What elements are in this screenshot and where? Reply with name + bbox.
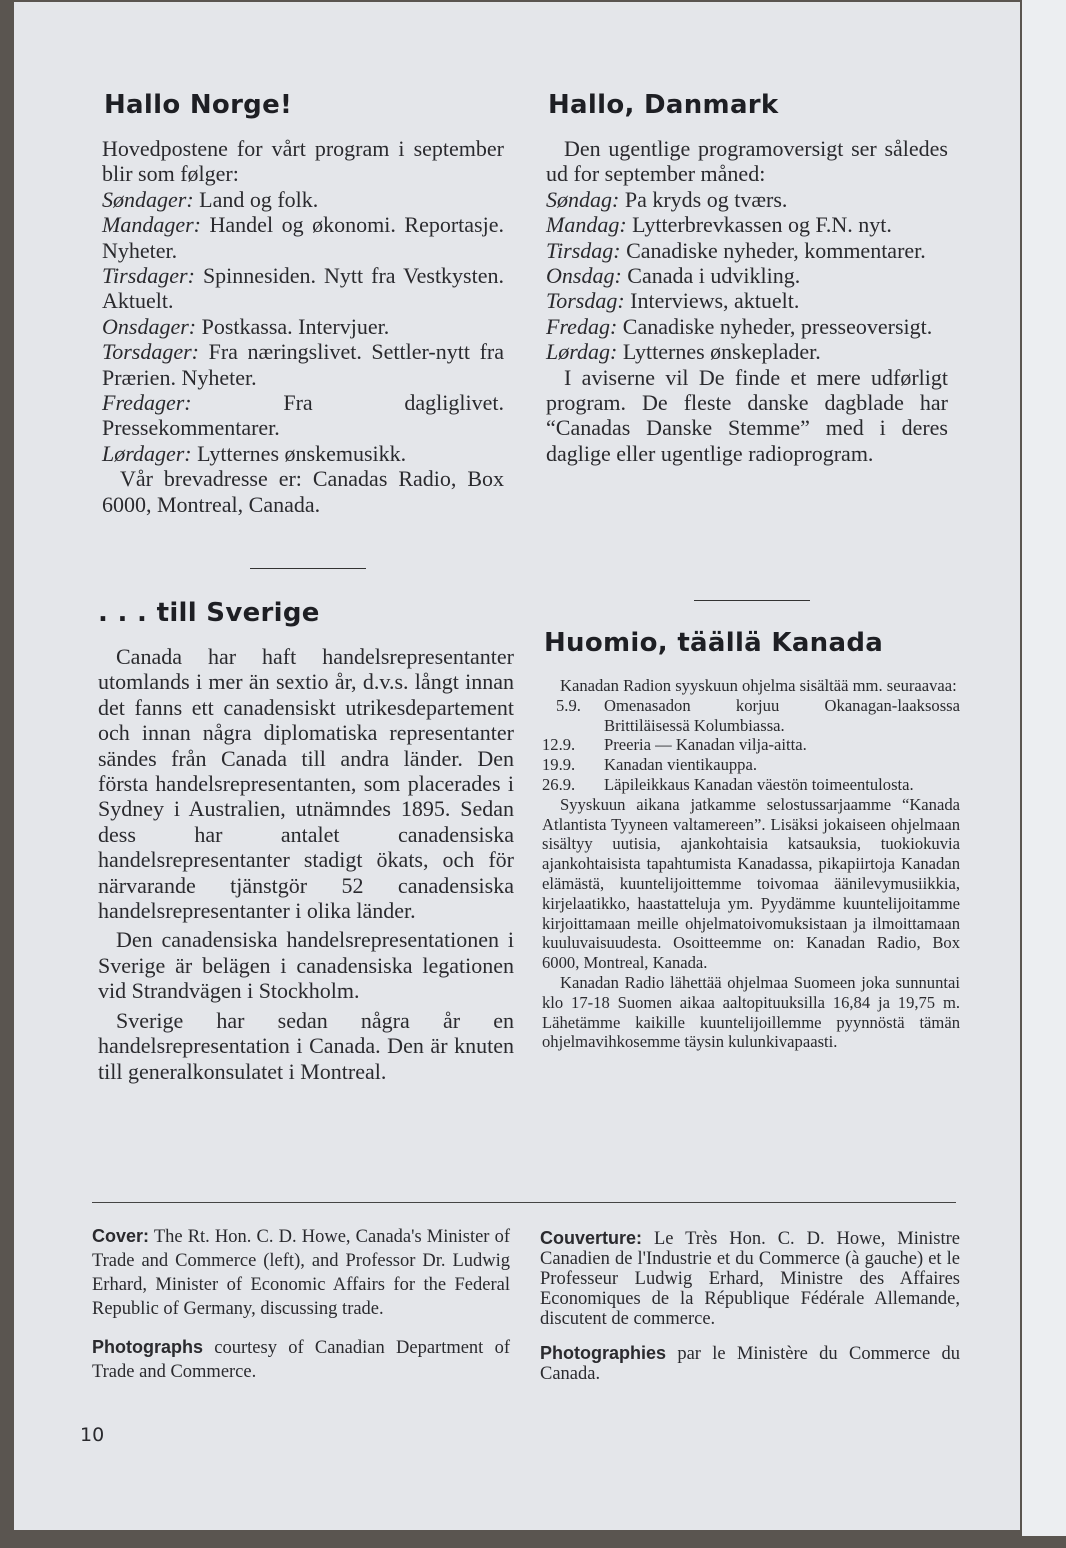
adjacent-page-edge [1022,0,1066,1536]
sverige-title: . . . till Sverige [98,598,320,628]
danmark-section [530,90,948,466]
suomi-intro: Kanadan Radion syyskuun ohjelma sisältää mm. seuraavaa: [560,676,957,695]
norge-address: Vår brevadresse er: Canadas Radio, Box 6000, Montreal, Canada. [102,466,504,517]
suomi-schedule-item: 5.9. Omenasadon korjuu Okanagan-laaksossa Brittiläisessä Kolumbiassa. [556,695,960,735]
sverige-paragraph: Sverige har sedan några år en handelsrepresentation i Canada. Den är knuten till generalkonsulatet i Montreal. [98,1007,514,1084]
danmark-title: Hallo, Danmark [548,90,779,120]
norge-schedule-item: Fredager: Fra dagliglivet. Pressekommentarer. [102,390,504,441]
norge-section [88,90,504,517]
suomi-paragraph: Kanadan Radio lähettää ohjelmaa Suomeen joka sunnuntai klo 17-18 Suomen aikaa aaltopituuksilla 16,84 ja 19,75 m. Lähetämme kaikille kuuntelijoillemme pyynnöstä tämän ohjelmavihkosemme täysin kulunkivapaasti. [542,972,960,1052]
sverige-section [88,598,514,1084]
danmark-body [546,136,948,466]
sverige-paragraph: Canada har haft handelsrepresentanter utomlands i mer än sextio år, d.v.s. långt innan det fanns ett canadensiskt utrikesdepartement och innan några diplomatiska representanter sändes från Canada till andra länder. Den första handelsrepresentanten, som placerades i Sydney i Australien, utnämndes 1895. Sedan dess har antalet canadensiska handelsrepresentanter stadigt ökats, och för närvarande tjänstgör 52 canadensiska handelsrepresentanter i olika länder. [98,644,514,924]
footer-divider [92,1202,956,1203]
suomi-title: Huomio, täällä Kanada [544,628,884,658]
suomi-body [542,676,960,1052]
norge-schedule-item: Torsdager: Fra næringslivet. Settler-nytt fra Prærien. Nyheter. [102,339,504,390]
footer-english [92,1224,510,1398]
couverture-caption: Couverture: Le Très Hon. C. D. Howe, Ministre Canadien de l'Industrie et du Commerce (à gauche) et le Professeur Ludwig Erhard, Ministre des Affaires Economiques de la République Fédérale Allemande, discutent de commerce. [540,1228,960,1329]
suomi-schedule-item: 19.9. Kanadan vientikauppa. [542,755,757,775]
norge-schedule-item: Mandager: Handel og økonomi. Reportasje. Nyheter. [102,212,504,263]
danmark-schedule-item: Torsdag: Interviews, aktuelt. [546,288,800,314]
norge-title: Hallo Norge! [104,90,293,120]
danmark-schedule-item: Søndag: Pa kryds og tværs. [546,186,788,212]
danmark-outro: I aviserne vil De finde et mere udførligt program. De fleste danske dagblade har “Canadas Danske Stemme” med i deres daglige eller ugentlige radioprogram. [546,364,948,466]
cover-caption: Cover: The Rt. Hon. C. D. Howe, Canada's Minister of Trade and Commerce (left), and Professor Dr. Ludwig Erhard, Minister of Economic Affairs for the Federal Republic of Germany, discussing trade. [92,1226,510,1319]
photographies-credit: Photographies par le Ministère du Commerce du Canada. [540,1343,960,1384]
footer-french [540,1228,960,1398]
norge-schedule-item: Tirsdager: Spinnesiden. Nytt fra Vestkysten. Aktuelt. [102,263,504,314]
suomi-schedule-item: 12.9. Preeria — Kanadan vilja-aitta. [542,735,807,755]
norge-body [102,136,504,517]
danmark-schedule-item: Lørdag: Lytternes ønskeplader. [546,339,821,365]
danmark-schedule-item: Fredag: Canadiske nyheder, presseoversigt. [546,313,933,339]
danmark-schedule-item: Onsdag: Canada i udvikling. [546,263,801,289]
danmark-intro: Den ugentlige programoversigt ser således ud for september måned: [546,136,948,187]
page-number: 10 [80,1424,105,1446]
norge-schedule-item: Onsdager: Postkassa. Intervjuer. [102,313,390,339]
suomi-schedule-item: 26.9. Läpileikkaus Kanadan väestön toimeentulosta. [542,774,914,794]
suomi-section [530,628,960,1052]
norge-intro: Hovedpostene for vårt program i september blir som følger: [102,136,504,187]
section-divider [694,600,810,601]
norge-schedule-item: Søndager: Land og folk. [102,186,319,212]
sverige-paragraph: Den canadensiska handelsrepresentationen i Sverige är belägen i canadensiska legationen vid Strandvägen i Stockholm. [98,927,514,1004]
photo-credit: Photographs courtesy of Canadian Department of Trade and Commerce. [92,1337,510,1382]
suomi-paragraph: Syyskuun aikana jatkamme selostussarjaamme “Kanada Atlantista Tyyneen valtamereen”. Lisäksi jokaiseen ohjelmaan sisältyy uutisia, ajankohtaisia katsauksia, tuokiokuvia ajankohtaisista tapahtumista Kanadassa, pikapiirtoja Kanadan elämästä, kuuntelijoittemme toivomaa äänilevymusiikkia, kirjelaatikko, haastatteluja ym. Pyydämme kuuntelijoitamme kirjoittamaan meille ohjelmatoivomuksistaan ja ilmoittamaan kuuluvaisuudesta. Osoitteemme on: Kanadan Radio, Box 6000, Montreal, Kanada. [542,794,960,973]
section-divider [250,568,366,569]
danmark-schedule-item: Tirsdag: Canadiske nyheder, kommentarer. [546,237,926,263]
danmark-schedule-item: Mandag: Lytterbrevkassen og F.N. nyt. [546,212,892,238]
norge-schedule-item: Lørdager: Lytternes ønskemusikk. [102,440,407,466]
sverige-body [98,644,514,1084]
